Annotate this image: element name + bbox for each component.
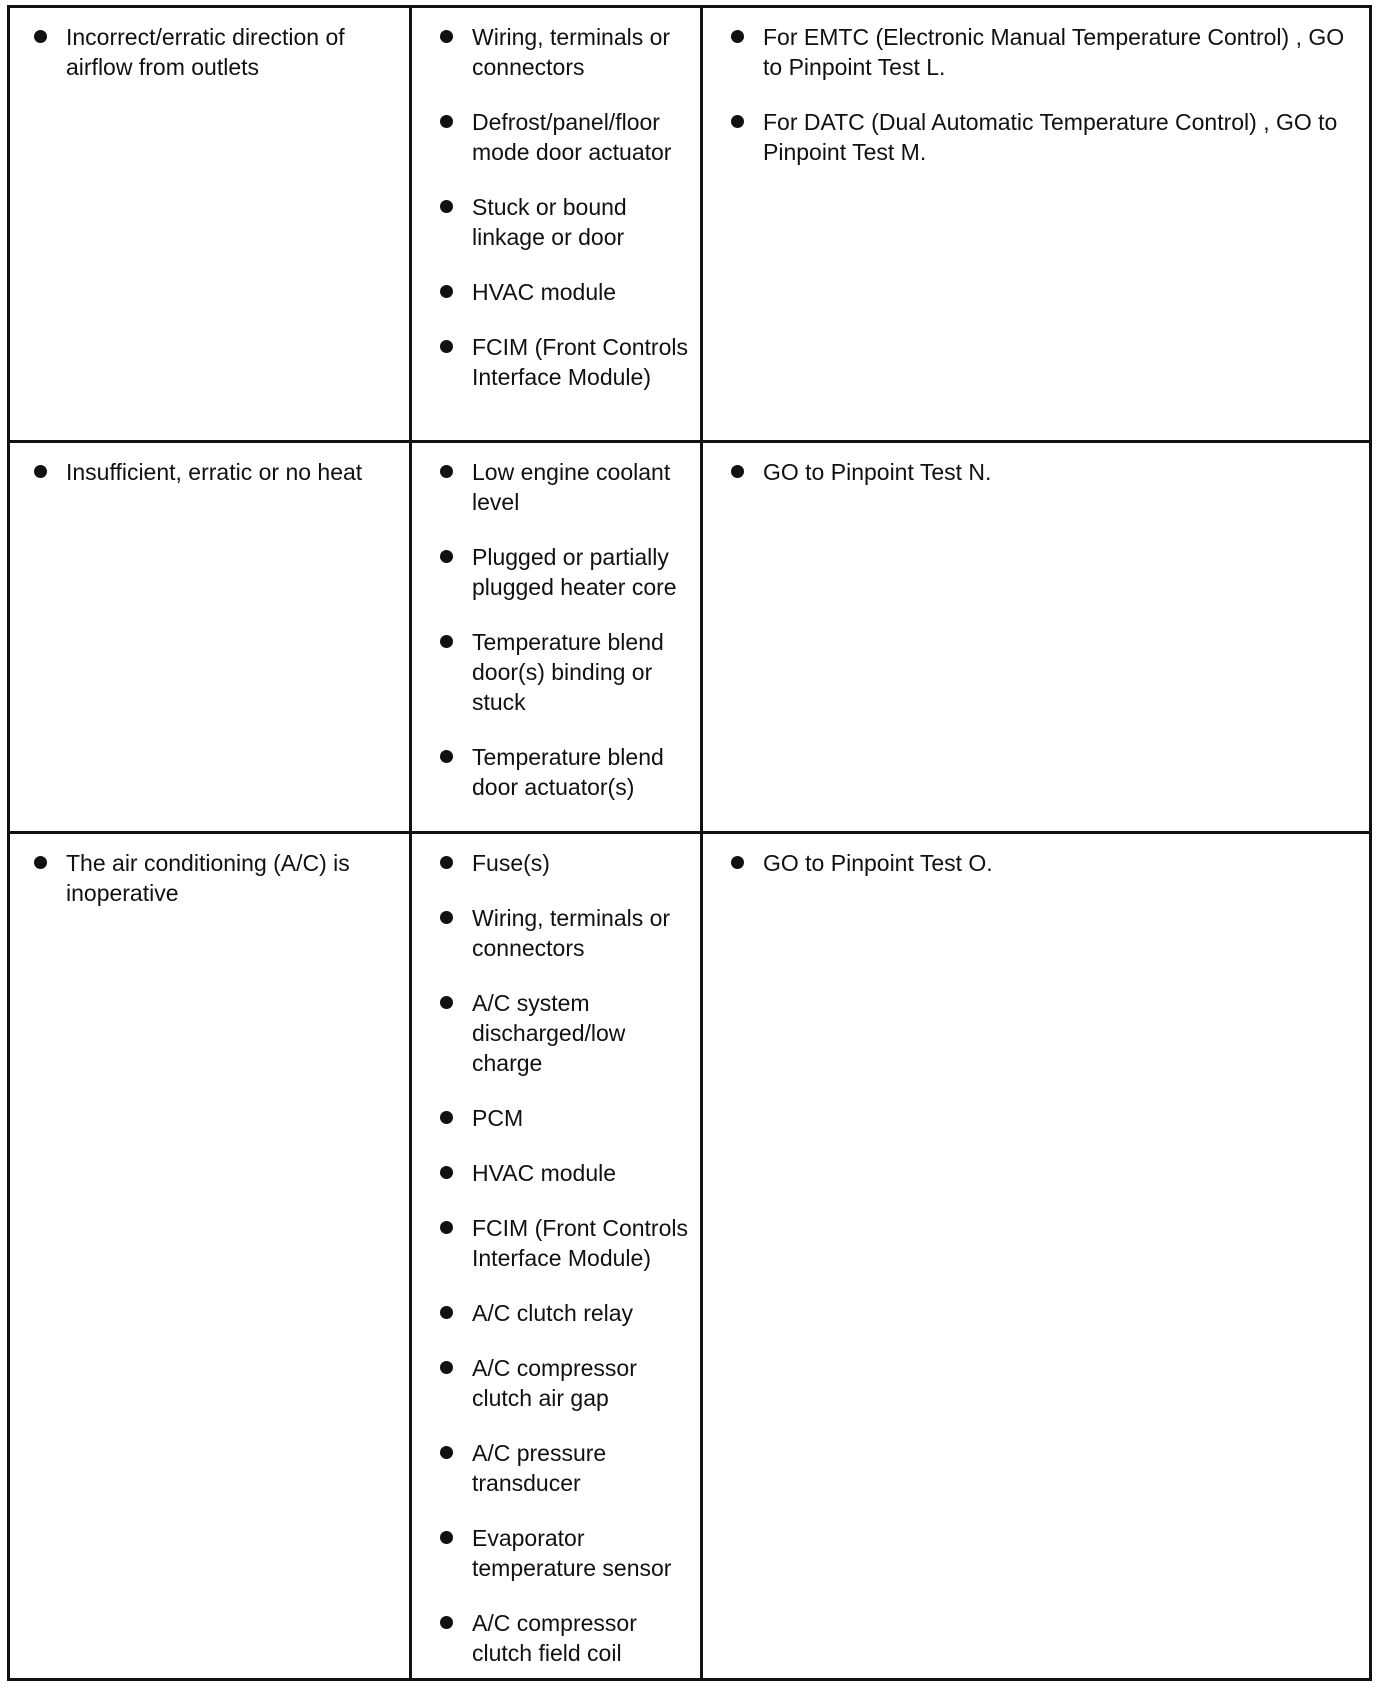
list-item: [438, 192, 694, 252]
bullet-icon: [440, 285, 453, 298]
source-text: Defrost/panel/floor mode door actuator: [472, 109, 672, 165]
source-text: FCIM (Front Controls Interface Module): [472, 334, 688, 390]
possible-source-cell: [411, 442, 702, 833]
list-item: [32, 848, 399, 908]
bullet-icon: [440, 115, 453, 128]
list-item: [729, 848, 1359, 878]
bullet-icon: [440, 750, 453, 763]
bullet-icon: [34, 856, 47, 869]
bullet-icon: [440, 550, 453, 563]
source-text: A/C compressor clutch air gap: [472, 1355, 637, 1411]
list-item: [729, 457, 1359, 487]
bullet-icon: [731, 30, 744, 43]
source-text: Temperature blend door actuator(s): [472, 744, 664, 800]
list-item: [438, 903, 694, 963]
source-text: Plugged or partially plugged heater core: [472, 544, 677, 600]
list-item: [438, 542, 694, 602]
list-item: [438, 1103, 694, 1133]
bullet-icon: [440, 1616, 453, 1629]
bullet-icon: [34, 30, 47, 43]
list-item: [729, 107, 1359, 167]
possible-source-cell: [411, 833, 702, 1680]
bullet-icon: [440, 1306, 453, 1319]
bullet-icon: [440, 1531, 453, 1544]
bullet-icon: [440, 996, 453, 1009]
source-text: PCM: [472, 1105, 524, 1131]
action-text: GO to Pinpoint Test N.: [763, 459, 992, 485]
bullet-icon: [440, 635, 453, 648]
symptom-text: Incorrect/erratic direction of airflow from outlets: [66, 24, 345, 80]
list-item: [729, 22, 1359, 82]
source-text: HVAC module: [472, 1160, 617, 1186]
source-text: A/C clutch relay: [472, 1300, 634, 1326]
action-cell: [702, 442, 1371, 833]
source-text: Wiring, terminals or connectors: [472, 905, 671, 961]
list-item: [32, 22, 399, 82]
bullet-icon: [440, 1221, 453, 1234]
bullet-icon: [440, 856, 453, 869]
bullet-icon: [731, 115, 744, 128]
table-row: [9, 7, 1371, 442]
list-item: [438, 1523, 694, 1583]
list-item: [438, 988, 694, 1078]
symptom-text: Insufficient, erratic or no heat: [66, 459, 363, 485]
possible-source-cell: [411, 7, 702, 442]
source-text: Low engine coolant level: [472, 459, 671, 515]
bullet-icon: [440, 911, 453, 924]
action-text: For EMTC (Electronic Manual Temperature Control) , GO to Pinpoint Test L.: [763, 24, 1345, 80]
list-item: [438, 1213, 694, 1273]
bullet-icon: [440, 1361, 453, 1374]
action-text: For DATC (Dual Automatic Temperature Control) , GO to Pinpoint Test M.: [763, 109, 1338, 165]
action-text: GO to Pinpoint Test O.: [763, 850, 993, 876]
bullet-icon: [440, 1446, 453, 1459]
action-cell: [702, 7, 1371, 442]
list-item: [32, 457, 399, 487]
source-text: Fuse(s): [472, 850, 550, 876]
list-item: [438, 742, 694, 802]
source-text: Stuck or bound linkage or door: [472, 194, 627, 250]
symptom-cell: [9, 442, 411, 833]
bullet-icon: [731, 465, 744, 478]
bullet-icon: [440, 465, 453, 478]
symptom-text: The air conditioning (A/C) is inoperative: [66, 850, 350, 906]
bullet-icon: [34, 465, 47, 478]
source-text: Evaporator temperature sensor: [472, 1525, 672, 1581]
bullet-icon: [440, 340, 453, 353]
source-text: Temperature blend door(s) binding or stuck: [472, 629, 664, 715]
bullet-icon: [731, 856, 744, 869]
bullet-icon: [440, 1111, 453, 1124]
list-item: [438, 22, 694, 82]
bullet-icon: [440, 200, 453, 213]
list-item: [438, 1298, 694, 1328]
list-item: [438, 457, 694, 517]
bullet-icon: [440, 1166, 453, 1179]
source-text: A/C system discharged/low charge: [472, 990, 626, 1076]
list-item: [438, 1158, 694, 1188]
table-row: [9, 442, 1371, 833]
table-row: [9, 833, 1371, 1680]
list-item: [438, 332, 694, 392]
list-item: [438, 277, 694, 307]
list-item: [438, 1438, 694, 1498]
symptom-chart-table: [7, 5, 1372, 1681]
list-item: [438, 107, 694, 167]
action-cell: [702, 833, 1371, 1680]
bullet-icon: [440, 30, 453, 43]
list-item: [438, 627, 694, 717]
list-item: [438, 1353, 694, 1413]
source-text: A/C compressor clutch field coil: [472, 1610, 637, 1666]
symptom-cell: [9, 7, 411, 442]
source-text: Wiring, terminals or connectors: [472, 24, 671, 80]
list-item: [438, 848, 694, 878]
list-item: [438, 1608, 694, 1668]
symptom-cell: [9, 833, 411, 1680]
source-text: A/C pressure transducer: [472, 1440, 607, 1496]
source-text: FCIM (Front Controls Interface Module): [472, 1215, 688, 1271]
source-text: HVAC module: [472, 279, 617, 305]
